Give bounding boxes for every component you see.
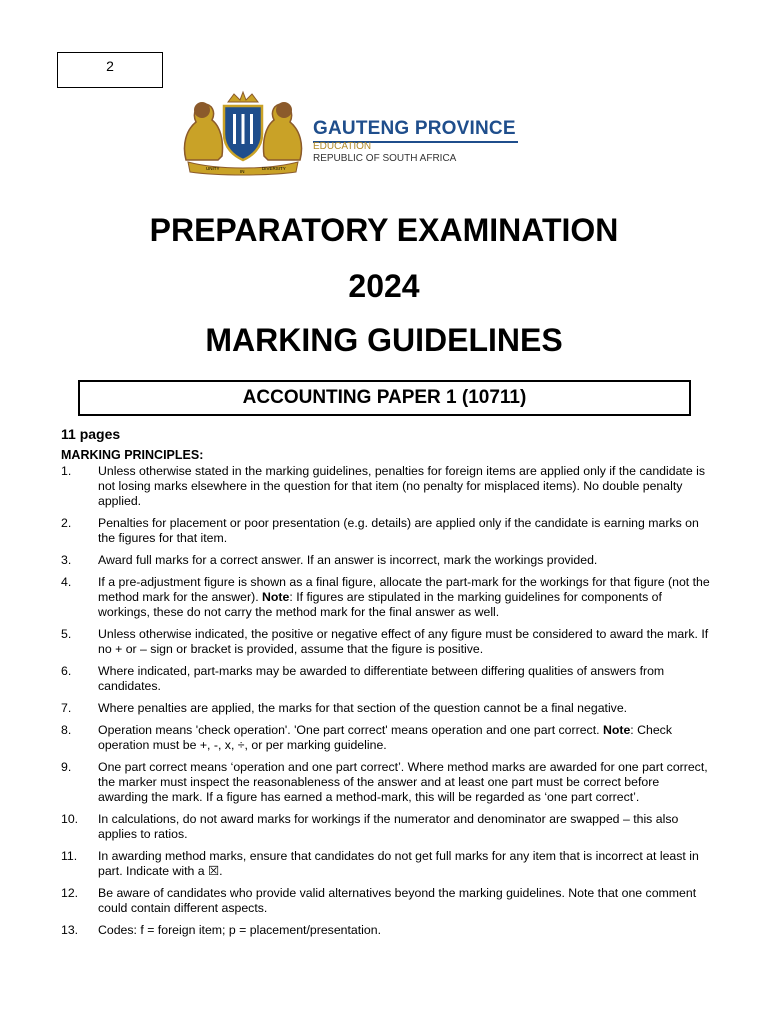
item-number: 7. xyxy=(61,701,72,715)
list-item xyxy=(61,886,711,916)
page-number: 2 xyxy=(106,58,114,74)
motto-left: UNITY xyxy=(206,166,220,171)
gauteng-logo xyxy=(178,90,550,176)
principles-list xyxy=(61,464,711,945)
list-item xyxy=(61,664,711,694)
item-number: 6. xyxy=(61,664,72,678)
item-number: 3. xyxy=(61,553,72,567)
item-text: In calculations, do not award marks for workings if the numerator and denominator are swapped – this also applies to ratios. xyxy=(98,812,679,841)
item-text: Codes: f = foreign item; p = placement/presentation. xyxy=(98,923,381,937)
page-count: 11 pages xyxy=(61,426,121,442)
item-number: 4. xyxy=(61,575,72,589)
list-item xyxy=(61,923,711,938)
item-text xyxy=(98,575,711,620)
item-text xyxy=(98,723,711,753)
list-item xyxy=(61,627,711,657)
title-exam: PREPARATORY EXAMINATION xyxy=(149,212,619,248)
item-text: Unless otherwise indicated, the positive or negative effect of any figure must be considered to award the mark. If no + or – sign or bracket is provided, assume that the figure is positive. xyxy=(98,627,709,656)
paper-title-box xyxy=(78,380,691,416)
item-text: Be aware of candidates who provide valid alternatives beyond the marking guidelines. Note that one comment could contain different aspects. xyxy=(98,886,697,915)
logo-province: GAUTENG PROVINCE xyxy=(313,118,516,139)
item-number: 5. xyxy=(61,627,72,641)
item-number: 8. xyxy=(61,723,72,737)
list-item xyxy=(61,760,711,805)
motto-mid: IN xyxy=(240,169,245,174)
paper-title: ACCOUNTING PAPER 1 (10711) xyxy=(242,387,527,408)
item-text-post: : If figures are stipulated in the marking guidelines for components of workings, these do not carry the method mark for the final answer as well. xyxy=(98,590,662,619)
motto-right: DIVERSITY xyxy=(262,166,286,171)
coat-of-arms-icon xyxy=(178,90,308,176)
item-text-pre: Operation means 'check operation'. 'One part correct' means operation and one part correct. xyxy=(98,723,603,737)
item-text: Award full marks for a correct answer. If an answer is incorrect, mark the workings provided. xyxy=(98,553,598,567)
item-number: 10. xyxy=(61,812,79,826)
list-item xyxy=(61,812,711,842)
list-item xyxy=(61,849,711,879)
logo-department: EDUCATION xyxy=(313,141,372,152)
item-text: Unless otherwise stated in the marking guidelines, penalties for foreign items are applied only if the candidate is not losing marks elsewhere in the question for that item (no penalty for misplaced items). No double penalty applied. xyxy=(98,464,705,508)
list-item xyxy=(61,516,711,546)
page-number-box xyxy=(57,52,163,88)
note-label: Note xyxy=(262,590,290,604)
list-item xyxy=(61,575,711,620)
item-text-post: : Check operation must be +, -, x, ÷, or per marking guideline. xyxy=(98,723,672,752)
title-year: 2024 xyxy=(348,268,420,304)
item-number: 1. xyxy=(61,464,72,478)
logo-country: REPUBLIC OF SOUTH AFRICA xyxy=(313,153,457,164)
item-number: 13. xyxy=(61,923,79,937)
title-marking-guidelines: MARKING GUIDELINES xyxy=(205,322,563,358)
list-item xyxy=(61,723,711,753)
list-item xyxy=(61,701,711,716)
item-text: In awarding method marks, ensure that candidates do not get full marks for any item that is incorrect at least in part. Indicate with a ☒. xyxy=(98,849,699,878)
item-number: 12. xyxy=(61,886,79,900)
item-number: 11. xyxy=(61,849,78,863)
item-number: 9. xyxy=(61,760,72,774)
item-text: Where penalties are applied, the marks for that section of the question cannot be a final negative. xyxy=(98,701,628,715)
note-label: Note xyxy=(602,723,631,737)
principles-heading: MARKING PRINCIPLES: xyxy=(61,448,204,462)
list-item xyxy=(61,553,711,568)
item-text: Penalties for placement or poor presentation (e.g. details) are applied only if the candidate is earning marks on the figures for that item. xyxy=(98,516,699,545)
item-text-pre: If a pre-adjustment figure is shown as a final figure, allocate the part-mark for the workings for that figure (not the method mark for the answer). xyxy=(98,575,710,604)
item-number: 2. xyxy=(61,516,72,530)
list-item xyxy=(61,464,711,509)
item-text: One part correct means ‘operation and one part correct’. Where method marks are awarded for one part correct, the marker must inspect the reasonableness of the answer and at least one part must be correct before awarding the mark. If a figure has earned a method-mark, this will be regarded as ‘one part correct’. xyxy=(98,760,708,804)
item-text: Where indicated, part-marks may be awarded to differentiate between differing qualities of answers from candidates. xyxy=(98,664,665,693)
